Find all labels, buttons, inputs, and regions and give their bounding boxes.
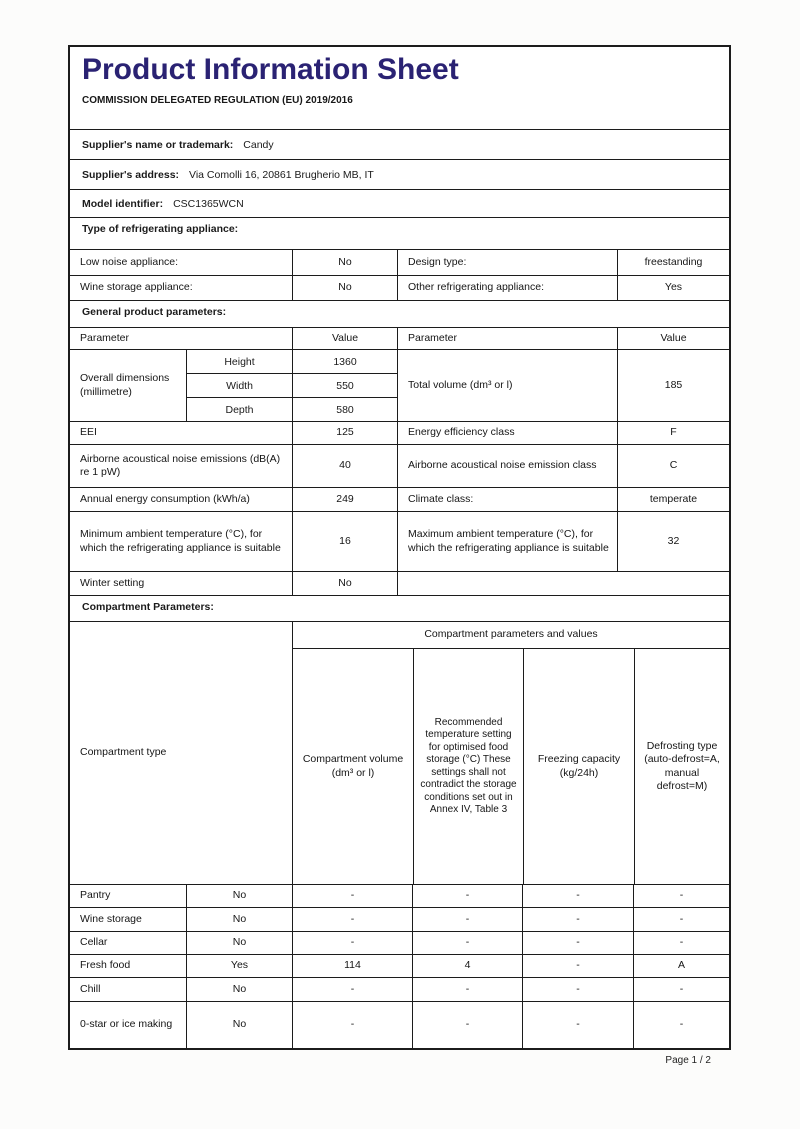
compartment-type: 0-star or ice making: [80, 1018, 173, 1031]
compartment-row: [70, 884, 729, 907]
table-row: [70, 444, 729, 487]
param-label: Airborne acoustical noise emission class: [397, 445, 617, 487]
param-label: Maximum ambient temperature (°C), for which the refrigerating appliance is suitable: [397, 512, 617, 571]
compartment-temperature: -: [412, 932, 522, 954]
compartment-defrost: A: [633, 955, 729, 977]
compartment-volume: -: [292, 1002, 412, 1048]
compartment-volume: -: [292, 932, 412, 954]
param-label: Low noise appliance:: [80, 255, 179, 268]
compartment-volume: -: [292, 978, 412, 1001]
compartment-volume: -: [292, 885, 412, 907]
param-value: 125: [292, 422, 397, 444]
param-label: Wine storage appliance:: [80, 281, 193, 294]
model-identifier-row: [70, 189, 729, 217]
param-value: F: [617, 422, 729, 444]
compartment-freezing: -: [522, 955, 633, 977]
param-label: Airborne acoustical noise emissions (dB(A) re 1 pW): [80, 452, 281, 478]
regulation-subtitle: COMMISSION DELEGATED REGULATION (EU) 2019/2016: [82, 94, 353, 106]
table-header-row: [70, 327, 729, 349]
column-header-defrost: Defrosting type (auto-defrost=A, manual defrost=M): [634, 649, 729, 884]
section-heading-general: General product parameters:: [70, 300, 729, 327]
table-row: [70, 511, 729, 571]
column-header: Parameter: [80, 331, 130, 344]
param-label: Energy efficiency class: [397, 422, 617, 444]
supplier-name-label: Supplier's name or trademark:: [82, 138, 234, 151]
compartment-freezing: -: [522, 885, 633, 907]
param-value: No: [292, 250, 397, 275]
dimensions-row: [70, 349, 729, 421]
dimension-value: 550: [293, 373, 397, 397]
supplier-address-row: [70, 159, 729, 189]
compartment-values-header-group: [292, 622, 729, 884]
table-row: [70, 487, 729, 511]
compartment-defrost: -: [633, 1002, 729, 1048]
param-label: Other refrigerating appliance:: [397, 276, 617, 300]
param-value: Yes: [617, 276, 729, 300]
compartment-present: No: [186, 1002, 292, 1048]
compartment-present: Yes: [186, 955, 292, 977]
compartment-row: [70, 1001, 729, 1048]
compartment-type-header: Compartment type: [80, 746, 167, 759]
compartment-defrost: -: [633, 978, 729, 1001]
group-header: Compartment parameters and values: [424, 628, 598, 641]
param-value: 16: [292, 512, 397, 571]
table-row: [70, 571, 729, 595]
param-label: EEI: [80, 426, 97, 439]
column-header: Parameter: [397, 328, 617, 349]
column-header-temperature: Recommended temperature setting for optimised food storage (°C) These settings shall not contradict the storage conditions set out in Annex IV, Table 3: [413, 649, 523, 884]
param-label: Winter setting: [80, 576, 145, 589]
param-label: Climate class:: [397, 488, 617, 511]
compartment-present: No: [186, 978, 292, 1001]
dimension-name: Width: [187, 373, 292, 397]
param-value: 249: [292, 488, 397, 511]
product-sheet: [68, 45, 731, 1050]
column-header: Value: [617, 328, 729, 349]
column-header-freezing: Freezing capacity (kg/24h): [523, 649, 634, 884]
table-row: [70, 249, 729, 275]
compartment-row: [70, 907, 729, 931]
dimension-names-column: [186, 350, 292, 421]
title-block: [70, 47, 729, 129]
compartment-temperature: -: [412, 908, 522, 931]
compartment-present: No: [186, 908, 292, 931]
compartment-type: Chill: [80, 982, 101, 995]
compartment-temperature: -: [412, 885, 522, 907]
compartment-type: Pantry: [80, 889, 111, 902]
compartment-temperature: -: [412, 1002, 522, 1048]
supplier-name-value: Candy: [243, 138, 274, 151]
supplier-address-value: Via Comolli 16, 20861 Brugherio MB, IT: [189, 168, 374, 181]
page-number: Page 1 / 2: [665, 1055, 711, 1066]
supplier-name-row: [70, 129, 729, 159]
dimension-name: Depth: [187, 397, 292, 421]
compartment-type: Cellar: [80, 936, 108, 949]
column-header-volume: Compartment volume (dm³ or l): [302, 753, 404, 779]
model-identifier-value: CSC1365WCN: [173, 197, 244, 210]
param-value: freestanding: [617, 250, 729, 275]
compartment-temperature: 4: [412, 955, 522, 977]
supplier-address-label: Supplier's address:: [82, 168, 180, 181]
compartment-column-headers: [293, 648, 729, 884]
param-value: 185: [617, 350, 729, 421]
table-row: [70, 421, 729, 444]
compartment-present: No: [186, 885, 292, 907]
param-value: No: [292, 276, 397, 300]
compartment-freezing: -: [522, 1002, 633, 1048]
param-value: 40: [292, 445, 397, 487]
dimension-value: 580: [293, 397, 397, 421]
compartment-type: Fresh food: [80, 959, 131, 972]
param-value: 32: [617, 512, 729, 571]
compartment-freezing: -: [522, 932, 633, 954]
compartment-freezing: -: [522, 978, 633, 1001]
param-value: temperate: [617, 488, 729, 511]
compartment-header-block: [70, 621, 729, 884]
dimension-name: Height: [224, 355, 255, 368]
param-label: Design type:: [397, 250, 617, 275]
compartment-type: Wine storage: [80, 912, 142, 925]
param-label: Total volume (dm³ or l): [397, 350, 617, 421]
compartment-volume: -: [292, 908, 412, 931]
compartment-defrost: -: [633, 908, 729, 931]
compartment-defrost: -: [633, 932, 729, 954]
compartment-freezing: -: [522, 908, 633, 931]
table-row: [70, 275, 729, 300]
dimension-value: 1360: [333, 355, 357, 368]
section-heading-type: Type of refrigerating appliance:: [70, 217, 729, 249]
compartment-row: [70, 954, 729, 977]
column-header: Value: [292, 328, 397, 349]
compartment-row: [70, 977, 729, 1001]
empty-cell: [397, 572, 729, 595]
param-value: No: [292, 572, 397, 595]
model-identifier-label: Model identifier:: [82, 197, 164, 210]
page-title: Product Information Sheet: [82, 53, 459, 86]
section-heading-compartment: Compartment Parameters:: [70, 595, 729, 621]
compartment-row: [70, 931, 729, 954]
param-value: C: [617, 445, 729, 487]
compartment-present: No: [186, 932, 292, 954]
param-label: Minimum ambient temperature (°C), for which the refrigerating appliance is suitable: [80, 528, 281, 554]
compartment-defrost: -: [633, 885, 729, 907]
dimensions-label: Overall dimensions (millimetre): [80, 372, 170, 398]
dimension-values-column: [292, 350, 397, 421]
compartment-volume: 114: [292, 955, 412, 977]
param-label: Annual energy consumption (kWh/a): [80, 492, 250, 505]
compartment-temperature: -: [412, 978, 522, 1001]
